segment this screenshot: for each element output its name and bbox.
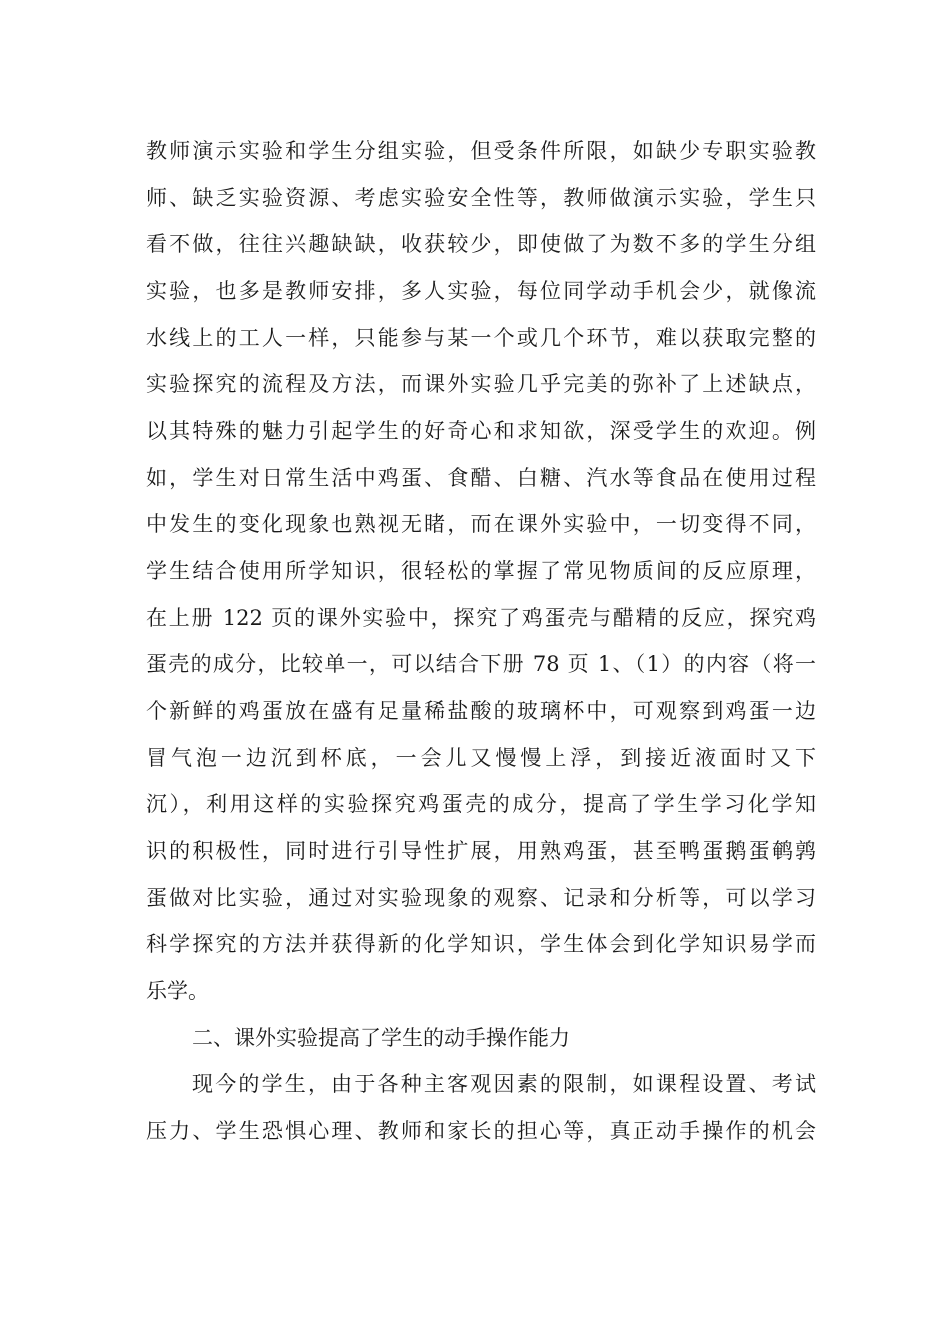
paragraph-2-line: 压力、学生恐惧心理、教师和家长的担心等，真正动手操作的机会 [146,1119,816,1143]
paragraph-1-line: 如，学生对日常生活中鸡蛋、食醋、白糖、汽水等食品在使用过程 [146,466,816,490]
paragraph-1-line: 教师演示实验和学生分组实验，但受条件所限，如缺少专职实验教 [146,139,816,163]
paragraph-1-line: 蛋做对比实验，通过对实验现象的观察、记录和分析等，可以学习 [146,886,816,910]
paragraph-1-line: 实验探究的流程及方法，而课外实验几乎完美的弥补了上述缺点， [146,372,816,396]
paragraph-2-line: 现今的学生，由于各种主客观因素的限制，如课程设置、考试 [192,1072,816,1096]
paragraph-1-line: 乐学。 [146,979,209,1003]
paragraph-1-line: 冒气泡一边沉到杯底，一会儿又慢慢上浮，到接近液面时又下 [146,746,816,770]
paragraph-1-line: 在上册 122 页的课外实验中，探究了鸡蛋壳与醋精的反应，探究鸡 [146,606,816,630]
paragraph-1-line: 师、缺乏实验资源、考虑实验安全性等，教师做演示实验，学生只 [146,186,816,210]
paragraph-1-line: 科学探究的方法并获得新的化学知识，学生体会到化学知识易学而 [146,932,816,956]
paragraph-1-line: 看不做，往往兴趣缺缺，收获较少，即使做了为数不多的学生分组 [146,232,816,256]
paragraph-1-line: 蛋壳的成分，比较单一，可以结合下册 78 页 1、（1）的内容（将一 [146,652,816,676]
paragraph-1-line: 个新鲜的鸡蛋放在盛有足量稀盐酸的玻璃杯中，可观察到鸡蛋一边 [146,699,816,723]
paragraph-1-line: 实验，也多是教师安排，多人实验，每位同学动手机会少，就像流 [146,279,816,303]
paragraph-1-line: 中发生的变化现象也熟视无睹，而在课外实验中，一切变得不同， [146,512,816,536]
section-heading: 二、课外实验提高了学生的动手操作能力 [192,1026,570,1050]
paragraph-1-line: 学生结合使用所学知识，很轻松的掌握了常见物质间的反应原理， [146,559,816,583]
paragraph-1-line: 水线上的工人一样，只能参与某一个或几个环节，难以获取完整的 [146,326,816,350]
paragraph-1-line: 以其特殊的魅力引起学生的好奇心和求知欲，深受学生的欢迎。例 [146,419,816,443]
paragraph-1-line: 识的积极性，同时进行引导性扩展，用熟鸡蛋，甚至鸭蛋鹅蛋鹌鹑 [146,839,816,863]
paragraph-1-line: 沉），利用这样的实验探究鸡蛋壳的成分，提高了学生学习化学知 [146,792,816,816]
